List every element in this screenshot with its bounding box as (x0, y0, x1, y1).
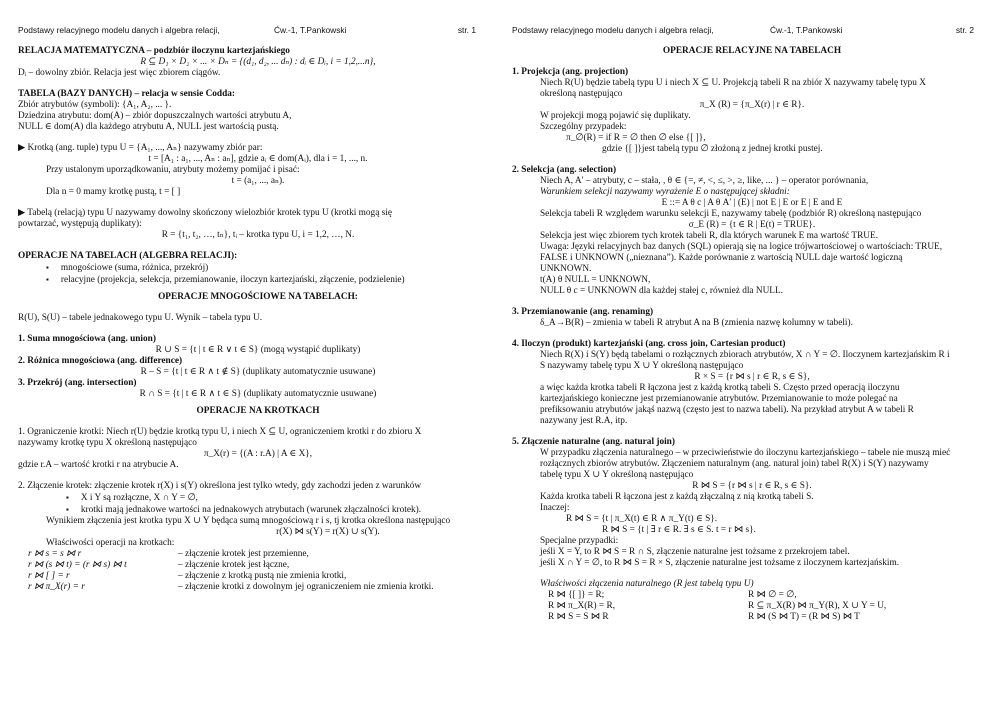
paragraph: Niech A, A′ – atrybuty, c – stała, , θ ∈ {=, ≠, <, ≤, >, ≥, like, ... } – operator porównania, (540, 176, 869, 186)
header-page-number: str. 2 (955, 25, 974, 35)
list-heading: 1. Projekcja (ang. projection) (512, 67, 629, 77)
property-row: R ⋈ S = S ⋈ R R ⋈ (S ⋈ T) = (R ⋈ S) ⋈ T (548, 612, 860, 622)
header-author: Ćw.-1, T.Pankowski (274, 25, 347, 35)
paragraph: 1. Ograniczenie krotki: Niech r(U) będzie krotką typu U, i niech X ⊆ U, ograniczeniem krotki r do zbioru X (18, 427, 422, 437)
property-row: r ⋈ s = s ⋈ r – złączenie krotek jest przemienne, (28, 549, 309, 559)
list-heading: 4. Iloczyn (produkt) kartezjański (ang. cross join, Cartesian product) (512, 339, 786, 349)
paragraph: t(A) θ NULL = UNKNOWN, (540, 275, 651, 285)
formula: R = {t₁, t₂, …, tₙ}, tᵢ – krotka typu U, i = 1,2, …, N. (161, 230, 355, 240)
paragraph: rozłącznych zbiorów atrybutów. Złączeniem naturalnym (ang. natural join) tabel R(X) i S(Y) nazywamy (540, 459, 929, 469)
paragraph: Przy ustalonym uporządkowaniu, atrybuty możemy pomijać i pisać: (46, 165, 300, 175)
list-heading: 2. Różnica mnogościowa (ang. difference) (18, 356, 183, 366)
property-row: r ⋈ (s ⋈ t) = (r ⋈ s) ⋈ t – złączenie krotek jest łączne, (28, 560, 290, 570)
paragraph: powtarzać, występują duplikaty): (18, 219, 142, 229)
page-header (512, 25, 992, 37)
formula: t = [A₁ : a₁, ..., Aₙ : aₙ], gdzie aᵢ ∈ dom(Aᵢ), dla i = 1, ..., n. (148, 154, 368, 164)
list-heading: 2. Selekcja (ang. selection) (512, 165, 617, 175)
paragraph: W przypadku złączenia naturalnego – w przeciwieństwie do iloczynu kartezjańskiego – tabele nie muszą mieć (540, 448, 951, 458)
paragraph: ▶ Krotką (ang. tuple) typu U = {A₁, ..., Aₙ} nazywamy zbiór par: (18, 143, 263, 153)
page-body (512, 46, 992, 623)
formula: π_X (R) = {π_X(r) | r ∈ R}. (699, 100, 805, 110)
section-title: OPERACJE NA KROTKACH (196, 406, 320, 416)
paragraph: jeśli X = Y, to R ⋈ S = R ∩ S, złączenie naturalne jest tożsame z przekrojem tabel. (540, 547, 850, 557)
paragraph: jeśli X ∩ Y = ∅, to R ⋈ S = R × S, złączenie naturalne jest tożsame z iloczynem kartezjańskim. (540, 558, 900, 568)
formula: σ_E (R) = {t ∈ R | E(t) = TRUE}. (688, 220, 816, 230)
paragraph: Zbiór atrybutów (symboli): {A₁, A₂, ... }. (18, 100, 172, 110)
section-title: OPERACJE MNOGOŚCIOWE NA TABELACH: (158, 292, 358, 302)
paragraph: Selekcja jest więc zbiorem tych krotek tabeli R, dla których warunek E ma wartość TRUE. (540, 231, 879, 241)
section-title: OPERACJE NA TABELACH (ALGEBRA RELACJI): (18, 251, 238, 261)
header-author: Ćw.-1, T.Pankowski (770, 25, 843, 35)
list-heading: 1. Suma mnogościowa (ang. union) (18, 334, 156, 344)
paragraph: W projekcji mogą pojawić się duplikaty. (540, 111, 691, 121)
header-course: Podstawy relacyjnego modelu danych i algebra relacji, (18, 25, 220, 35)
section-title: OPERACJE RELACYJNE NA TABELACH (662, 46, 842, 56)
paragraph: Inaczej: (540, 503, 570, 513)
paragraph: NULL ∈ dom(A) dla każdego atrybutu A, NULL jest wartością pustą. (18, 122, 279, 132)
paragraph: Właściwości operacji na krotkach: (46, 538, 175, 548)
formula: R ∪ S = {t | t ∈ R ∨ t ∈ S} (mogą wystąpić duplikaty) (155, 345, 361, 355)
paragraph: gdzie {[ ]}jest tabelą typu ∅ złożoną z jednej krotki pustej. (602, 144, 823, 154)
paragraph: określoną następująco (540, 89, 623, 99)
paragraph: Specjalne przypadki: (540, 536, 619, 546)
formula: R ⊆ D₁ × D₂ × ... × Dₙ = {(d₁, d₂, ... dₙ) : dᵢ ∈ Dᵢ, i = 1,2,...n}, (140, 57, 376, 67)
list-heading: 3. Przekrój (ang. intersection) (18, 378, 137, 388)
paragraph: Dla n = 0 mamy krotkę pustą, t = [ ] (46, 187, 181, 197)
formula: π_∅(R) = if R = ∅ then ∅ else {[ ]}, (566, 133, 706, 143)
formula: R ⋈ S = {t | ∃ r ∈ R. ∃ s ∈ S. t = r ⋈ s}. (602, 525, 756, 535)
paragraph: Niech R(X) i S(Y) będą tabelami o rozłącznych zbiorach atrybutów, X ∩ Y = ∅. Iloczynem kartezjańskim R i (540, 350, 950, 360)
page-header (18, 25, 498, 37)
list-heading: 3. Przemianowanie (ang. renaming) (512, 307, 654, 317)
section-title: TABELA (BAZY DANYCH) – relacja w sensie Codda: (18, 89, 236, 99)
property-row: r ⋈ π_X(r) = r – złączenie krotki z dowolnym jej ograniczeniem nie zmienia krotki. (28, 582, 434, 592)
paragraph: nazywamy krotkę typu X określoną następująco (18, 438, 197, 448)
paragraph: NULL θ c = UNKNOWN dla każdej stałej c, również dla NULL. (540, 286, 783, 296)
formula: R ⋈ S = {r ⋈ s | r ∈ R, s ∈ S}. (692, 481, 812, 491)
property-row: r ⋈ [ ] = r – złączenie z krotką pustą nie zmienia krotki, (28, 571, 347, 581)
paragraph: S nazywamy tabelę typu X ∪ Y określoną następująco (540, 361, 744, 371)
paragraph: Wynikiem złączenia jest krotka typu X ∪ Y będąca sumą mnogościową r i s, tj krotka określona następująco (46, 516, 451, 526)
paragraph: ▶ Tabelą (relacją) typu U nazywamy dowolny skończony wielozbiór krotek typu U (krotki mogą się (18, 208, 392, 218)
formula: R – S = {t | t ∈ R ∧ t ∉ S} (duplikaty automatycznie usuwane) (140, 367, 376, 377)
paragraph: a więc każda krotka tabeli R łączona jest z każdą krotką tabeli S. Często przed operacją iloczynu (540, 383, 900, 393)
paragraph: 2. Złączenie krotek: złączenie krotek r(X) i s(Y) określona jest tylko wtedy, gdy zachodzi jeden z warunków (18, 481, 422, 491)
formula: r(X) ⋈ s(Y) = r(X) ∪ s(Y). (276, 527, 380, 537)
list-item: ▪ X i Y są rozłączne, X ∩ Y = ∅, (18, 492, 498, 504)
formula: π_X(r) = {(A : r.A) | A ∈ X}, (203, 449, 313, 459)
property-row: R ⋈ π_X(R) = R, R ⊆ π_X(R) ⋈ π_Y(R), X ∪ Y = U, (548, 601, 887, 611)
paragraph: kartezjańskiego konieczne jest przemianowanie atrybutów. Przemianowanie to może polegać na (540, 394, 898, 404)
formula: E ::= A θ c | A θ A′ | (E) | not E | E or E | E and E (661, 198, 843, 208)
paragraph: UNKNOWN. (540, 264, 592, 274)
paragraph: FALSE i UNKNOWN („nieznana”). Każde porównanie z wartością NULL daje wartość logiczną (540, 253, 903, 263)
formula: R ∩ S = {t | t ∈ R ∧ t ∈ S} (duplikaty automatycznie usuwane) (139, 389, 377, 399)
paragraph: nazywany jest R.A, itp. (540, 416, 628, 426)
list-item: ▪ relacyjne (projekcja, selekcja, przemianowanie, iloczyn kartezjański, złączenie, podzielenie) (18, 274, 498, 286)
paragraph: Szczególny przypadek: (540, 122, 627, 132)
property-row: R ⋈ {[ ]} = R; R ⋈ ∅ = ∅, (548, 590, 797, 600)
paragraph: Selekcja tabeli R względem warunku selekcji E, nazywamy tabelę (podzbiór R) określoną następująco (540, 209, 922, 219)
paragraph: gdzie r.A – wartość krotki r na atrybucie A. (18, 460, 179, 470)
paragraph: Warunkiem selekcji nazywamy wyrażenie E o następującej składni: (540, 187, 790, 197)
paragraph: δ_A→B(R) – zmienia w tabeli R atrybut A na B (zmienia nazwę kolumny w tabeli). (540, 318, 853, 328)
paragraph: Właściwości złączenia naturalnego (R jest tabelą typu U) (540, 579, 754, 589)
paragraph: Każda krotka tabeli R łączona jest z każdą złączalną z nią krotką tabeli S. (540, 492, 814, 502)
paragraph: Dziedzina atrybutu: dom(A) – zbiór dopuszczalnych wartości atrybutu A, (18, 111, 292, 121)
page-body (18, 46, 498, 593)
paragraph: Dᵢ – dowolny zbiór. Relacja jest więc zbiorem ciągów. (18, 68, 221, 78)
paragraph: tabelę typu X ∪ Y określoną następująco (540, 470, 694, 480)
list-heading: 5. Złączenie naturalne (ang. natural join) (512, 437, 675, 447)
page-2 (512, 0, 992, 701)
page-1 (18, 0, 498, 701)
header-course: Podstawy relacyjnego modelu danych i algebra relacji, (512, 25, 714, 35)
paragraph: R(U), S(U) – tabele jednakowego typu U. Wynik – tabela typu U. (18, 313, 263, 323)
paragraph: prefiksowaniu atrybutów jakąś nazwą (często jest to nazwa tabeli). Na przykład atrybut A w tabeli R (540, 405, 914, 415)
formula: R ⋈ S = {t | π_X(t) ∈ R ∧ π_Y(t) ∈ S}. (566, 514, 718, 524)
paragraph: Uwaga: Języki relacyjnych baz danych (SQL) opierają się na logice trójwartościowej o wartościach: TRUE, (540, 242, 943, 252)
paragraph: Niech R(U) będzie tabelą typu U i niech X ⊆ U. Projekcją tabeli R na zbiór X nazywamy tabelę typu X (540, 78, 926, 88)
formula: R × S = {r ⋈ s | r ∈ R, s ∈ S}, (694, 372, 810, 382)
header-page-number: str. 1 (457, 25, 476, 35)
formula: t = (a₁, ..., aₙ). (231, 176, 285, 186)
list-item: ▪ mnogościowe (suma, różnica, przekrój) (18, 262, 498, 274)
list-item: ▪ krotki mają jednakowe wartości na jednakowych atrybutach (warunek złączalności krotek). (18, 504, 498, 516)
section-title: RELACJA MATEMATYCZNA – podzbiór iloczynu kartezjańskiego (18, 46, 290, 56)
